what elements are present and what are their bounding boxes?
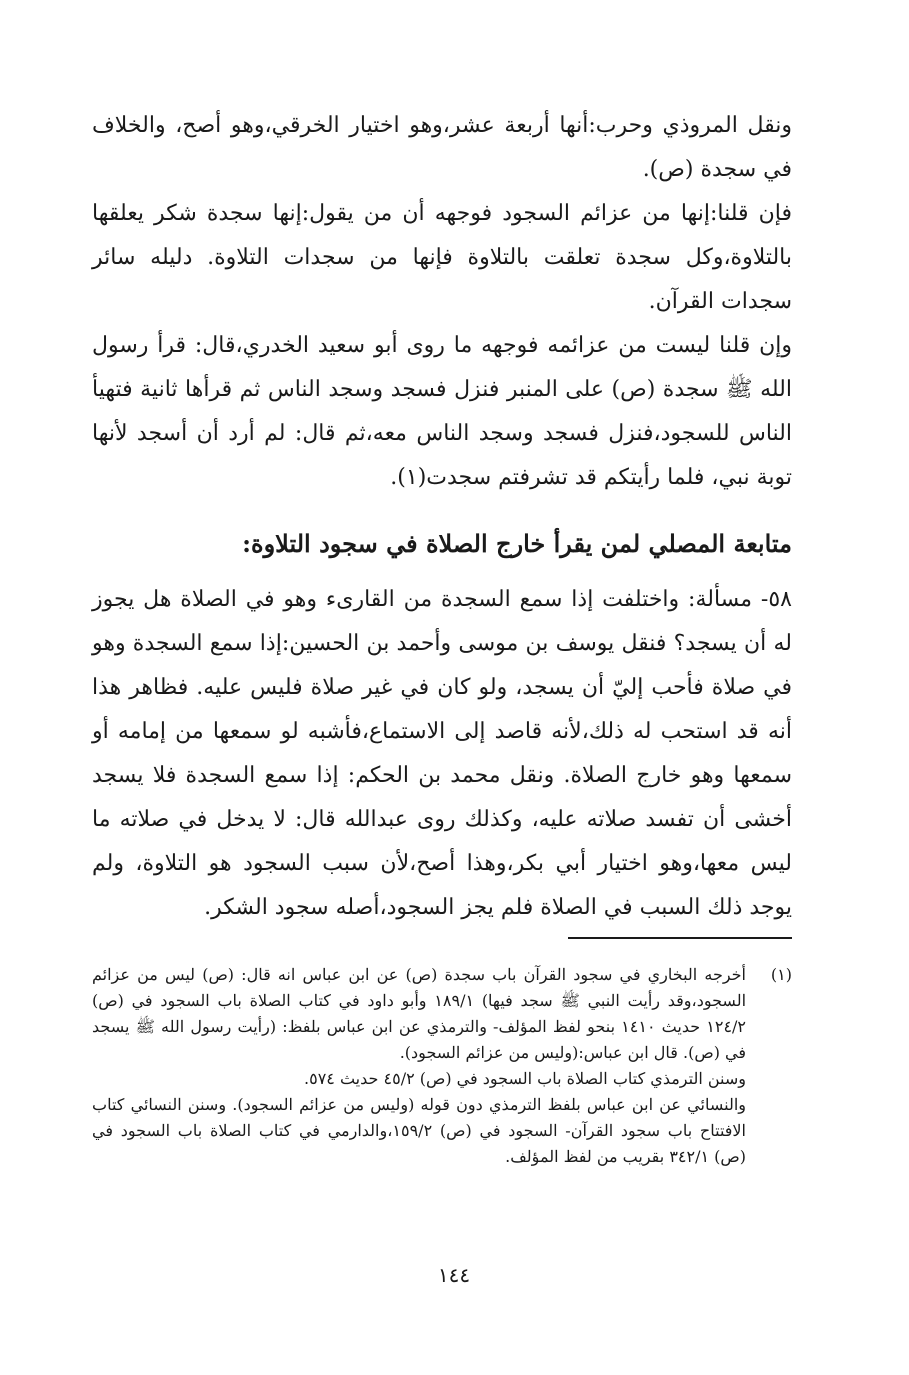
- paragraph-1: [92, 104, 792, 192]
- footnote-line: وسنن الترمذي كتاب الصلاة باب السجود في (ص) ٤٥/٢ حديث ٥٧٤.: [304, 1069, 746, 1088]
- paragraph-text: وإن قلنا ليست من عزائمه فوجهه ما روى أبو سعيد الخدري،قال: قرأ رسول الله ﷺ سجدة (ص) على المنبر فنزل فسجد وسجد الناس ثم قرأها ثانية فتهيأ الناس للسجود،فنزل فسجد وسجد الناس معه،ثم قال: لم أرد أن أسجد لأنها توبة نبي، فلما رأيتكم قد تشرفتم سجدت(١).: [92, 333, 792, 490]
- footnote-number: (١): [770, 965, 792, 984]
- paragraph-text: ونقل المروذي وحرب:أنها أربعة عشر،وهو اختيار الخرقي،وهو أصح، والخلاف في سجدة (ص).: [92, 113, 792, 182]
- section-heading: متابعة المصلي لمن يقرأ خارج الصلاة في سجود التلاوة:: [242, 529, 792, 558]
- page-number: ١٤٤: [437, 1263, 471, 1287]
- paragraph-text: ٥٨- مسألة: واختلفت إذا سمع السجدة من القارىء وهو في الصلاة هل يجوز له أن يسجد؟ فنقل يوسف بن موسى وأحمد بن الحسين:إذا سمع السجدة وهو في صلاة فأحب إليّ أن يسجد، ولو كان في غير صلاة فليس عليه. فظاهر هذا أنه قد استحب له ذلك،لأنه قاصد إلى الاستماع،فأشبه لو سمعها من إمامه أو سمعها وهو خارج الصلاة. ونقل محمد بن الحكم: إذا سمع السجدة فلا يسجد أخشى أن تفسد صلاته عليه، وكذلك روى عبدالله قال: لا يدخل في صلاته ما ليس معها،وهو اختيار أبي بكر،وهذا أصح،لأن سبب السجود هو التلاوة، ولم يوجد ذلك السبب في الصلاة فلم يجز السجود،أصله سجود الشكر.: [92, 587, 792, 920]
- footnote-body: أخرجه البخاري في سجود القرآن باب سجدة (ص) عن ابن عباس انه قال: (ص) ليس من عزائم السجود،وقد رأيت النبي ﷺ سجد فيها) ١٨٩/١ وأبو داود في كتاب الصلاة باب السجود في (ص) ١٢٤/٢ حديث ١٤١٠ بنحو لفظ المؤلف- والترمذي عن ابن عباس بلفظ: (رأيت رسول الله ﷺ يسجد في (ص). قال ابن عباس:(وليس من عزائم السجود).: [92, 965, 747, 1062]
- paragraph-3: [92, 324, 792, 500]
- paragraph-4: [92, 578, 792, 930]
- footnote-separator: [568, 937, 792, 939]
- paragraph-text: فإن قلنا:إنها من عزائم السجود فوجهه أن من يقول:إنها سجدة شكر يعلقها بالتلاوة،وكل سجدة تعلقت بالتلاوة فإنها من سجدات التلاوة. دليله سائر سجدات القرآن.: [92, 201, 792, 314]
- footnote-line: والنسائي عن ابن عباس بلفظ الترمذي دون قوله (وليس من عزائم السجود). وسنن النسائي كتاب الافتتاح باب سجود القرآن- السجود في (ص) ١٥٩/٢،والدارمي في كتاب الصلاة باب السجود في (ص) ٣٤٢/١ بقريب من لفظ المؤلف.: [92, 1095, 746, 1166]
- footnote: [92, 962, 792, 1170]
- paragraph-2: [92, 192, 792, 324]
